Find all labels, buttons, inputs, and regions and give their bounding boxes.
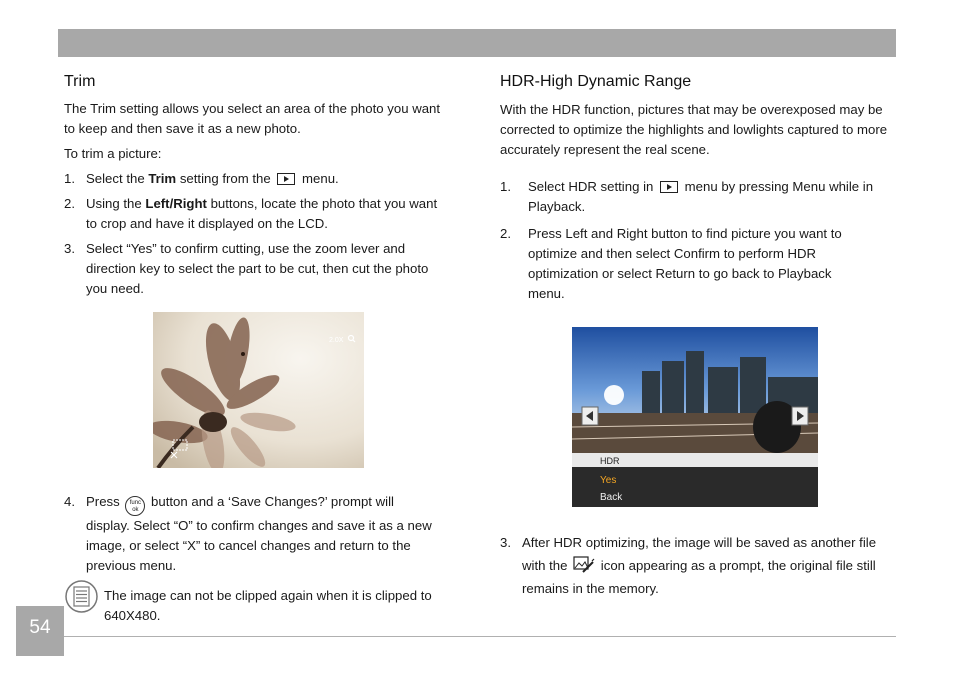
hdr-intro: With the HDR function, pictures that may be overexposed may be corrected to optimize the highlights and lowlights captured to more accurately represent the real scene.: [500, 102, 888, 157]
hdr-camera-screen: [572, 327, 818, 507]
footer-divider: [64, 636, 896, 637]
hdr-harbor-image: [572, 327, 818, 507]
hdr-menu-title: HDR: [600, 456, 620, 466]
hdr-edit-icon: [573, 556, 595, 574]
func-ok-button-icon: func ok: [125, 496, 145, 516]
trim-example-photo: [153, 312, 364, 468]
right-arrow-icon: [792, 407, 808, 425]
left-arrow-icon: [582, 407, 598, 425]
page-number: 54: [16, 606, 64, 656]
hdr-section: [500, 72, 895, 92]
playback-icon: [277, 173, 295, 185]
trim-step-4-cont: display. Select “O” to confirm changes and save it as a new image, or select “X” to cancel changes and return to the previous menu.: [86, 518, 432, 573]
trim-intro: The Trim setting allows you select an area of the photo you want to keep and then save it as a new photo.: [64, 101, 441, 136]
hdr-title: HDR-High Dynamic Range: [500, 73, 692, 90]
header-bar: [58, 29, 896, 57]
trim-title: Trim: [64, 73, 96, 90]
playback-icon: [660, 181, 678, 193]
note-icon: [65, 580, 98, 613]
to-trim-label: To trim a picture:: [64, 146, 162, 161]
flower-image: [153, 312, 364, 468]
trim-section: [64, 72, 464, 92]
hdr-option-yes: Yes: [600, 475, 617, 486]
trim-note: The image can not be clipped again when it is clipped to 640X480.: [104, 588, 432, 623]
zoom-level-label: 2.0X: [329, 337, 344, 344]
hdr-option-back: Back: [600, 492, 623, 503]
